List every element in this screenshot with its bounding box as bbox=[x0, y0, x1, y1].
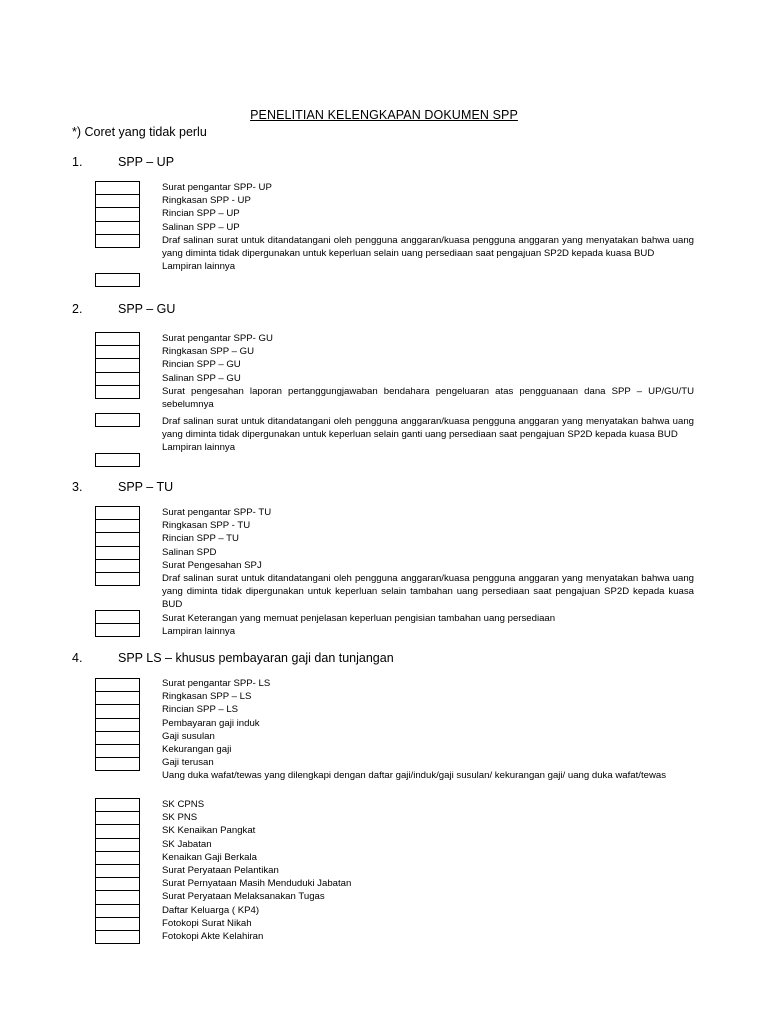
list-item: Rincian SPP – UP bbox=[162, 208, 240, 220]
checkbox-column bbox=[95, 798, 140, 944]
section-number: 3. bbox=[72, 480, 83, 494]
list-item: Rincian SPP – GU bbox=[162, 359, 241, 371]
checkbox-column bbox=[95, 610, 140, 637]
checkbox[interactable] bbox=[95, 918, 140, 931]
checkbox[interactable] bbox=[95, 719, 140, 732]
list-item: Gaji terusan bbox=[162, 757, 214, 769]
checkbox[interactable] bbox=[95, 705, 140, 718]
checkbox-column bbox=[95, 413, 140, 427]
list-item: Fotokopi Akte Kelahiran bbox=[162, 931, 264, 943]
checkbox[interactable] bbox=[95, 799, 140, 812]
checkbox-column bbox=[95, 506, 140, 586]
checkbox[interactable] bbox=[95, 547, 140, 560]
checkbox[interactable] bbox=[95, 520, 140, 533]
checkbox[interactable] bbox=[95, 346, 140, 359]
list-item: Ringkasan SPP – LS bbox=[162, 691, 252, 703]
list-item: Surat Keterangan yang memuat penjelasan keperluan pengisian tambahan uang persediaan bbox=[162, 612, 556, 624]
checkbox[interactable] bbox=[95, 235, 140, 248]
list-item: Rincian SPP – TU bbox=[162, 533, 239, 545]
document-title: PENELITIAN KELENGKAPAN DOKUMEN SPP bbox=[250, 108, 518, 122]
checkbox[interactable] bbox=[95, 454, 140, 467]
list-item: Salinan SPD bbox=[162, 546, 217, 558]
checkbox[interactable] bbox=[95, 195, 140, 208]
checkbox[interactable] bbox=[95, 274, 140, 287]
checkbox[interactable] bbox=[95, 745, 140, 758]
list-item: Surat Pengesahan SPJ bbox=[162, 559, 262, 571]
list-item: SK PNS bbox=[162, 812, 198, 824]
checkbox[interactable] bbox=[95, 891, 140, 904]
list-item: Surat pengantar SPP- LS bbox=[162, 678, 271, 689]
checkbox[interactable] bbox=[95, 533, 140, 546]
section-title: SPP – TU bbox=[118, 480, 174, 494]
section-title: SPP – GU bbox=[118, 302, 176, 316]
list-item: Draf salinan surat untuk ditandatangani oleh pengguna anggaran/kuasa pengguna anggaran yang menyatakan bahwa uang yang diminta tidak dipergunakan untuk keperluan selain uang persediaan saat pengajuan SP2D kepada kuasa BUD bbox=[162, 234, 694, 260]
checkbox[interactable] bbox=[95, 333, 140, 346]
checkbox[interactable] bbox=[95, 825, 140, 838]
checkbox[interactable] bbox=[95, 732, 140, 745]
list-item: SK CPNS bbox=[162, 799, 205, 810]
checkbox-column bbox=[95, 453, 140, 467]
checkbox[interactable] bbox=[95, 182, 140, 195]
checkbox[interactable] bbox=[95, 878, 140, 891]
list-item: Lampiran lainnya bbox=[162, 625, 236, 637]
list-item: Gaji susulan bbox=[162, 730, 215, 742]
list-item: Ringkasan SPP – GU bbox=[162, 346, 255, 358]
item-list bbox=[162, 181, 694, 273]
checkbox[interactable] bbox=[95, 852, 140, 865]
checkbox[interactable] bbox=[95, 386, 140, 399]
section-number: 2. bbox=[72, 302, 83, 316]
list-item: Surat pengantar SPP- GU bbox=[162, 333, 273, 344]
instruction-note: *) Coret yang tidak perlu bbox=[72, 125, 207, 139]
checkbox[interactable] bbox=[95, 839, 140, 852]
checkbox-column bbox=[95, 332, 140, 399]
list-item: Uang duka wafat/tewas yang dilengkapi dengan daftar gaji/induk/gaji susulan/ kekurangan gaji/ uang duka wafat/tewas bbox=[162, 770, 667, 782]
list-item: Surat Pernyataan Masih Menduduki Jabatan bbox=[162, 878, 352, 890]
checkbox[interactable] bbox=[95, 222, 140, 235]
section-number: 1. bbox=[72, 155, 83, 169]
section-title: SPP – UP bbox=[118, 155, 175, 169]
checkbox[interactable] bbox=[95, 624, 140, 637]
list-item: Pembayaran gaji induk bbox=[162, 717, 260, 729]
item-list bbox=[162, 677, 694, 783]
list-item: Lampiran lainnya bbox=[162, 261, 236, 273]
checkbox[interactable] bbox=[95, 560, 140, 573]
list-item: Surat pengantar SPP- TU bbox=[162, 507, 272, 518]
checkbox[interactable] bbox=[95, 679, 140, 692]
checkbox[interactable] bbox=[95, 373, 140, 386]
list-item: Daftar Keluarga ( KP4) bbox=[162, 904, 260, 916]
checkbox-column bbox=[95, 181, 140, 248]
section-title: SPP LS – khusus pembayaran gaji dan tunjangan bbox=[118, 651, 394, 665]
list-item: Salinan SPP – GU bbox=[162, 372, 241, 384]
checkbox[interactable] bbox=[95, 865, 140, 878]
checkbox[interactable] bbox=[95, 758, 140, 771]
list-item: Kekurangan gaji bbox=[162, 744, 232, 756]
list-item: Lampiran lainnya bbox=[162, 442, 236, 454]
checkbox[interactable] bbox=[95, 931, 140, 944]
list-item: Ringkasan SPP - TU bbox=[162, 520, 251, 532]
checkbox[interactable] bbox=[95, 692, 140, 705]
checkbox[interactable] bbox=[95, 905, 140, 918]
list-item: Kenaikan Gaji Berkala bbox=[162, 851, 257, 863]
checkbox[interactable] bbox=[95, 507, 140, 520]
item-list bbox=[162, 332, 694, 411]
item-list bbox=[162, 798, 694, 943]
list-item: SK Kenaikan Pangkat bbox=[162, 825, 256, 837]
list-item: Salinan SPP – UP bbox=[162, 221, 240, 233]
list-item: Draf salinan surat untuk ditandatangani oleh pengguna anggaran/kuasa pengguna anggaran yang menyatakan bahwa uang yang diminta tidak dipergunakan untuk keperluan selain ganti uang persediaan saat pengajuan SP2D kepada kuasa BUD bbox=[162, 416, 694, 441]
list-item: Fotokopi Surat Nikah bbox=[162, 917, 252, 929]
list-item: Ringkasan SPP - UP bbox=[162, 195, 251, 207]
list-item: Surat pengantar SPP- UP bbox=[162, 182, 272, 193]
checkbox[interactable] bbox=[95, 611, 140, 624]
section-number: 4. bbox=[72, 651, 83, 665]
checkbox[interactable] bbox=[95, 359, 140, 372]
list-item: Rincian SPP – LS bbox=[162, 704, 239, 716]
list-item: Draf salinan surat untuk ditandatangani oleh pengguna anggaran/kuasa pengguna anggaran yang menyatakan bahwa uang yang diminta tidak dipergunakan untuk keperluan selain tambahan uang persediaan saat pengajuan SP2D kepada kuasa BUD bbox=[162, 573, 694, 611]
checkbox-column bbox=[95, 678, 140, 771]
item-list bbox=[162, 506, 694, 638]
list-item: Surat Peryataan Pelantikan bbox=[162, 865, 279, 877]
list-item: SK Jabatan bbox=[162, 838, 212, 850]
checkbox-column bbox=[95, 273, 140, 287]
checkbox[interactable] bbox=[95, 812, 140, 825]
checkbox[interactable] bbox=[95, 414, 140, 427]
list-item: Surat pengesahan laporan pertanggungjawaban bendahara pengeluaran atas pengguanaan dana SPP – UP/GU/TU sebelumnya bbox=[162, 385, 694, 411]
checkbox[interactable] bbox=[95, 208, 140, 221]
list-item: Surat Peryataan Melaksanakan Tugas bbox=[162, 891, 325, 903]
checkbox[interactable] bbox=[95, 573, 140, 586]
item-list bbox=[162, 415, 694, 455]
